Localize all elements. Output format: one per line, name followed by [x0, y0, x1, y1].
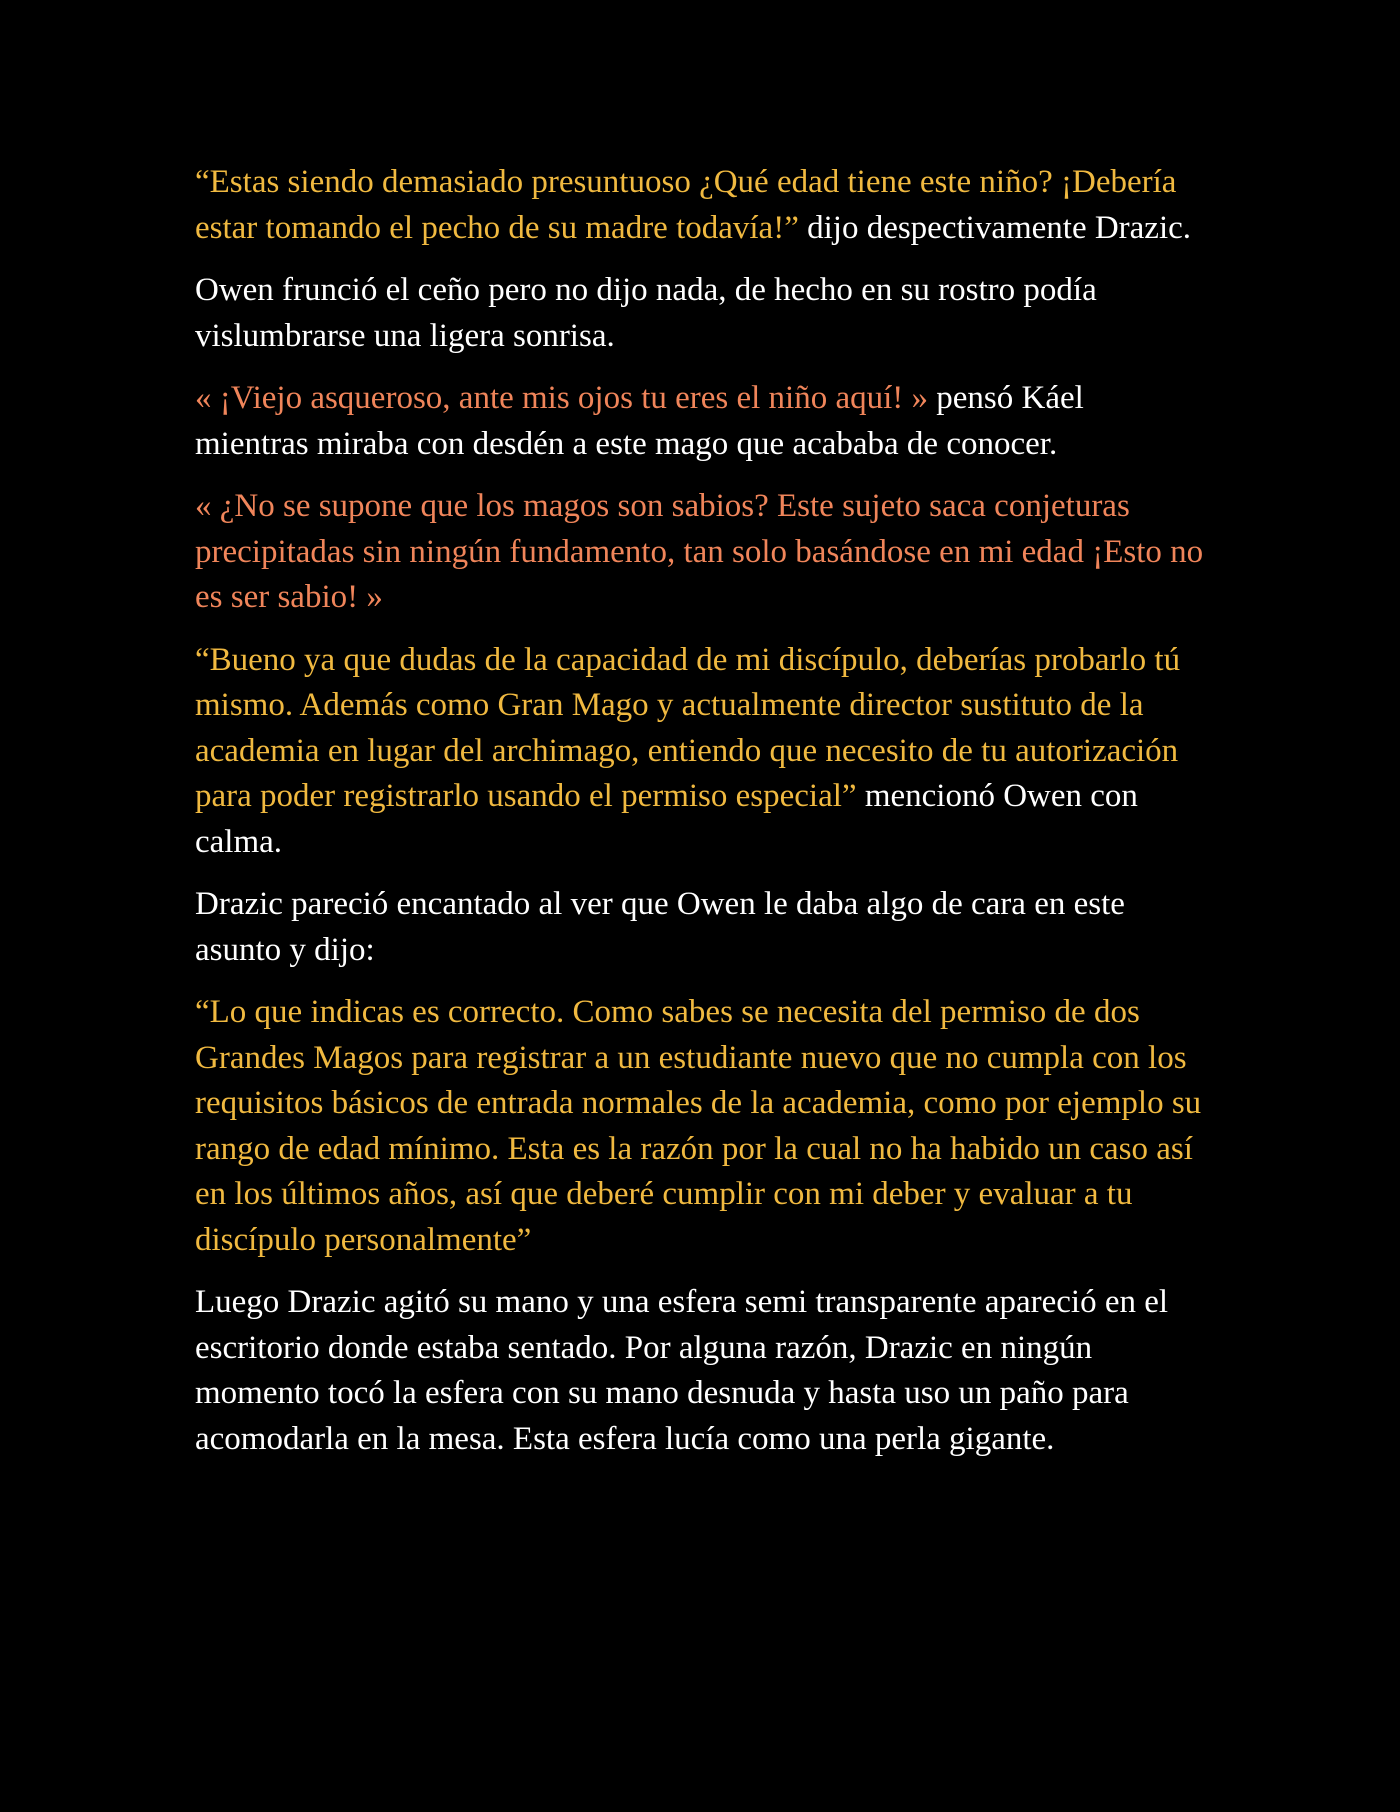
paragraph-1	[195, 160, 1205, 251]
dialogue-text: “Bueno ya que dudas de la capacidad de mi discípulo, deberías probarlo tú mismo. Además como Gran Mago y actualmente director sustituto de la academia en lugar del archimago, entiendo que necesito de tu autorización para poder registrarlo usando el permiso especial”	[195, 641, 1181, 814]
narration-text: dijo despectivamente Drazic.	[798, 209, 1192, 246]
paragraph-5	[195, 638, 1205, 866]
narration-text: Owen frunció el ceño pero no dijo nada, de hecho en su rostro podía vislumbrarse una ligera sonrisa.	[195, 272, 1097, 354]
body-text	[195, 160, 1205, 1479]
narration-text: pensó Káel mientras miraba con desdén a este mago que acababa de conocer.	[195, 380, 1084, 462]
dialogue-text: “Estas siendo demasiado presuntuoso ¿Qué edad tiene este niño? ¡Debería estar tomando el pecho de su madre todavía!”	[195, 164, 1177, 246]
paragraph-6	[195, 882, 1205, 973]
thought-text: « ¿No se supone que los magos son sabios? Este sujeto saca conjeturas precipitadas sin ningún fundamento, tan solo basándose en mi edad ¡Esto no es ser sabio! »	[195, 488, 1204, 615]
narration-text: mencionó Owen con calma.	[195, 778, 1138, 860]
paragraph-3	[195, 376, 1205, 467]
paragraph-4	[195, 484, 1205, 621]
paragraph-7	[195, 990, 1205, 1263]
dialogue-text: “Lo que indicas es correcto. Como sabes se necesita del permiso de dos Grandes Magos para registrar a un estudiante nuevo que no cumpla con los requisitos básicos de entrada normales de la academia, como por ejemplo su rango de edad mínimo. Esta es la razón por la cual no ha habido un caso así en los últimos años, así que deberé cumplir con mi deber y evaluar a tu discípulo personalmente”	[195, 994, 1202, 1258]
narration-text: Luego Drazic agitó su mano y una esfera semi transparente apareció en el escritorio donde estaba sentado. Por alguna razón, Drazic en ningún momento tocó la esfera con su mano desnuda y hasta uso un paño para acomodarla en la mesa. Esta esfera lucía como una perla gigante.	[195, 1284, 1169, 1457]
narration-text: Drazic pareció encantado al ver que Owen le daba algo de cara en este asunto y dijo:	[195, 886, 1125, 968]
thought-text: « ¡Viejo asqueroso, ante mis ojos tu eres el niño aquí! »	[195, 380, 929, 416]
paragraph-2	[195, 268, 1205, 359]
paragraph-8	[195, 1280, 1205, 1462]
